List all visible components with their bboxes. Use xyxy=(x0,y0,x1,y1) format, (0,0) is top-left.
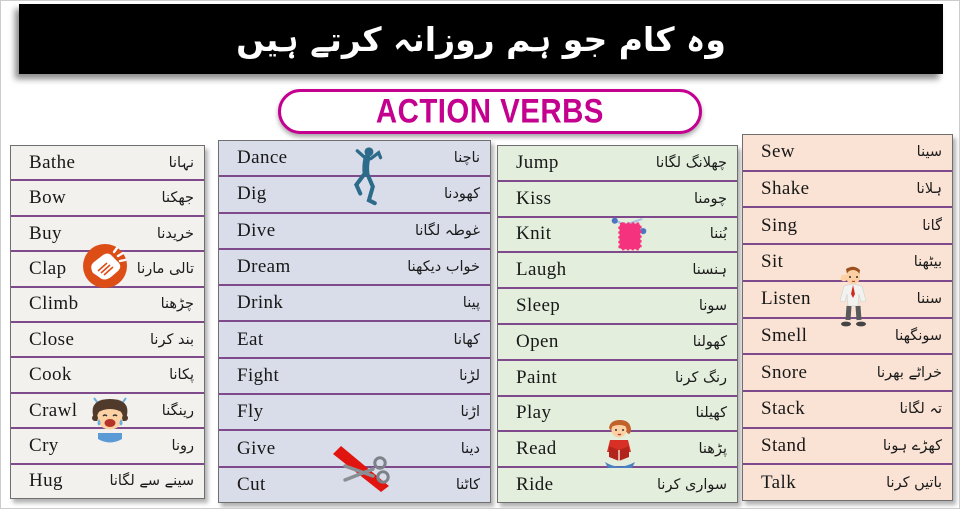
english-word: Clap xyxy=(29,257,67,279)
english-word: Shake xyxy=(761,178,810,200)
word-row xyxy=(743,172,952,209)
urdu-word: بند کرنا xyxy=(150,331,194,348)
english-word: Sew xyxy=(761,141,795,163)
urdu-word: دینا xyxy=(460,440,480,457)
verb-column-2 xyxy=(218,140,491,503)
word-row xyxy=(743,392,952,429)
urdu-word: پکانا xyxy=(169,367,194,384)
urdu-word: لڑنا xyxy=(459,367,480,384)
english-word: Sleep xyxy=(516,295,561,317)
word-row xyxy=(11,394,204,429)
verb-column-1 xyxy=(10,145,205,499)
urdu-word: چومنا xyxy=(693,190,727,207)
word-row xyxy=(498,432,737,468)
english-word: Bathe xyxy=(29,151,76,173)
word-row xyxy=(498,397,737,433)
word-row xyxy=(219,431,490,467)
english-word: Ride xyxy=(516,474,554,496)
urdu-word: کھیلنا xyxy=(695,405,727,422)
english-word: Stack xyxy=(761,398,806,420)
title-pill xyxy=(278,89,702,134)
urdu-word: خراٹے بھرنا xyxy=(876,364,942,381)
english-word: Smell xyxy=(761,324,808,346)
english-word: Cook xyxy=(29,364,72,386)
urdu-word: سینے سے لگانا xyxy=(109,473,194,490)
word-row xyxy=(498,253,737,289)
urdu-word: سونا xyxy=(698,298,727,315)
english-word: Buy xyxy=(29,222,62,244)
english-word: Hug xyxy=(29,470,63,492)
word-row xyxy=(219,468,490,502)
urdu-word: پینا xyxy=(462,295,480,312)
english-word: Fight xyxy=(237,364,280,386)
verb-column-3 xyxy=(497,145,738,503)
urdu-word: کھڑے ہونا xyxy=(882,437,942,454)
english-word: Paint xyxy=(516,366,558,388)
english-word: Sit xyxy=(761,251,784,273)
word-row xyxy=(498,289,737,325)
urdu-word: ناچنا xyxy=(453,150,480,167)
urdu-word: خریدنا xyxy=(156,225,194,242)
english-word: Dive xyxy=(237,219,276,241)
urdu-word: بیٹھنا xyxy=(913,254,942,271)
urdu-word: رینگنا xyxy=(161,402,194,419)
word-row xyxy=(743,429,952,466)
word-row xyxy=(498,146,737,182)
english-word: Eat xyxy=(237,328,264,350)
word-row xyxy=(498,468,737,502)
english-word: Dream xyxy=(237,256,291,278)
word-row xyxy=(11,217,204,252)
urdu-word: سینا xyxy=(916,144,942,161)
urdu-word: تہ لگانا xyxy=(899,401,942,418)
word-row xyxy=(498,325,737,361)
urdu-word: ہلانا xyxy=(916,181,942,198)
urdu-word: سننا xyxy=(916,291,942,308)
english-word: Talk xyxy=(761,471,797,493)
urdu-word: رونا xyxy=(171,437,194,454)
urdu-word: سواری کرنا xyxy=(657,477,727,494)
urdu-word: جھکنا xyxy=(161,190,194,207)
word-row xyxy=(498,361,737,397)
english-word: Crawl xyxy=(29,399,78,421)
english-word: Sing xyxy=(761,214,798,236)
word-row xyxy=(11,323,204,358)
word-row xyxy=(219,286,490,322)
urdu-word: ہنسنا xyxy=(692,262,727,279)
word-row xyxy=(11,429,204,464)
urdu-word: کھانا xyxy=(453,331,480,348)
english-word: Read xyxy=(516,438,557,460)
word-row xyxy=(219,250,490,286)
word-row xyxy=(743,208,952,245)
word-row xyxy=(498,218,737,254)
english-word: Play xyxy=(516,402,552,424)
english-word: Kiss xyxy=(516,187,552,209)
word-row xyxy=(219,395,490,431)
english-word: Bow xyxy=(29,187,67,209)
english-word: Give xyxy=(237,437,276,459)
english-word: Cut xyxy=(237,473,266,495)
word-row xyxy=(219,322,490,358)
word-row xyxy=(11,146,204,181)
english-word: Drink xyxy=(237,292,284,314)
urdu-word: کھودنا xyxy=(444,186,480,203)
urdu-word: خواب دیکھنا xyxy=(407,259,480,276)
word-row xyxy=(219,177,490,213)
english-word: Open xyxy=(516,330,559,352)
urdu-word: چڑھنا xyxy=(160,296,194,313)
page-title: ACTION VERBS xyxy=(376,91,604,131)
english-word: Climb xyxy=(29,293,79,315)
english-word: Cry xyxy=(29,434,59,456)
word-row xyxy=(743,245,952,282)
english-word: Snore xyxy=(761,361,808,383)
english-word: Dance xyxy=(237,147,288,169)
word-row xyxy=(743,319,952,356)
english-word: Stand xyxy=(761,434,807,456)
urdu-word: کاٹنا xyxy=(455,476,480,493)
english-word: Close xyxy=(29,328,75,350)
word-row xyxy=(743,135,952,172)
urdu-word: غوطہ لگانا xyxy=(414,222,480,239)
verb-column-4 xyxy=(742,134,953,501)
word-row xyxy=(498,182,737,218)
english-word: Knit xyxy=(516,223,552,245)
word-row xyxy=(11,288,204,323)
english-word: Listen xyxy=(761,288,811,310)
urdu-word: پڑھنا xyxy=(698,441,727,458)
urdu-word: رنگ کرنا xyxy=(675,369,727,386)
word-row xyxy=(219,214,490,250)
word-row xyxy=(743,282,952,319)
knitting-icon xyxy=(608,215,650,253)
word-row xyxy=(11,181,204,216)
english-word: Fly xyxy=(237,401,264,423)
urdu-word: گانا xyxy=(922,217,942,234)
banner-urdu-title: وہ کام جو ہم روزانہ کرتے ہیں xyxy=(236,19,726,59)
urdu-word: بُننا xyxy=(709,226,727,243)
word-row xyxy=(219,359,490,395)
word-row xyxy=(219,141,490,177)
word-row xyxy=(11,465,204,498)
urdu-word: باتیں کرنا xyxy=(886,474,942,491)
urdu-word: چھلانگ لگانا xyxy=(655,154,727,171)
urdu-word: اڑنا xyxy=(460,404,480,421)
english-word: Laugh xyxy=(516,259,567,281)
urdu-word: نہانا xyxy=(168,154,194,171)
banner xyxy=(19,4,943,74)
english-word: Jump xyxy=(516,151,559,173)
english-word: Dig xyxy=(237,183,267,205)
word-row xyxy=(743,465,952,500)
urdu-word: کھولنا xyxy=(692,333,727,350)
urdu-word: سونگھنا xyxy=(894,327,942,344)
word-row xyxy=(743,355,952,392)
word-row xyxy=(11,358,204,393)
word-row xyxy=(11,252,204,287)
urdu-word: تالی مارنا xyxy=(136,260,194,277)
